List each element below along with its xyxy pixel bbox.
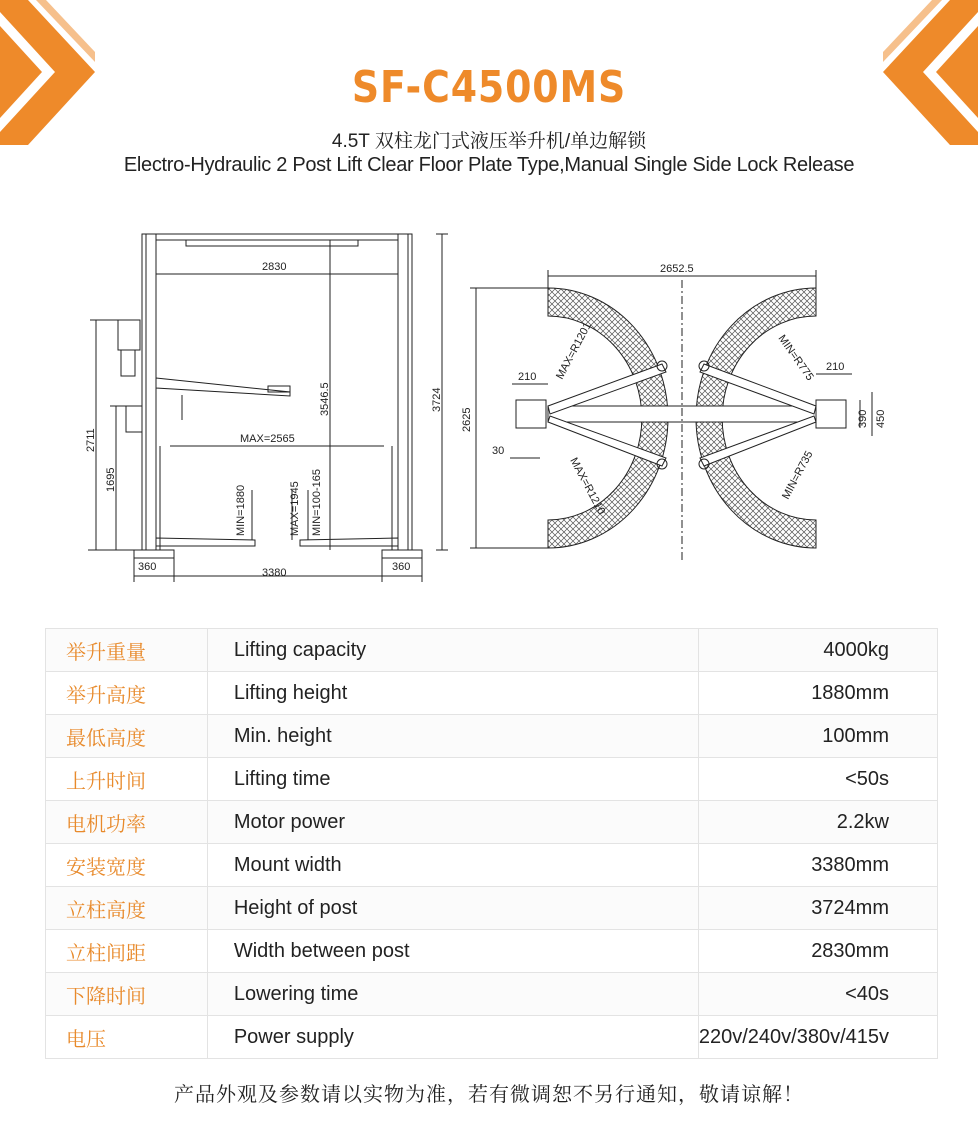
spec-row — [46, 801, 938, 844]
dim-max-1945: MAX=1945 — [289, 481, 301, 536]
dim-mount-width: 3380 — [262, 567, 287, 579]
spec-label-en: Lifting height — [207, 672, 698, 715]
top-view — [461, 263, 887, 560]
dim-min-r775: MIN=R775 — [775, 332, 816, 384]
spec-value: 1880mm — [698, 672, 937, 715]
spec-label-en: Lowering time — [207, 973, 698, 1016]
dim-max-width: MAX=2565 — [240, 433, 295, 445]
spec-row — [46, 629, 938, 672]
dim-height-post: 3724 — [431, 387, 443, 412]
technical-drawing — [0, 220, 978, 600]
spec-label-en: Power supply — [207, 1016, 698, 1059]
spec-label-cn: 上升时间 — [46, 758, 208, 801]
spec-row — [46, 672, 938, 715]
spec-label-cn: 举升重量 — [46, 629, 208, 672]
dim-max-r1201: MAX=R1201 — [554, 320, 595, 382]
spec-label-cn: 最低高度 — [46, 715, 208, 758]
spec-value: 2.2kw — [698, 801, 937, 844]
spec-value: <50s — [698, 758, 937, 801]
spec-label-en: Lifting capacity — [207, 629, 698, 672]
spec-value: 3724mm — [698, 887, 937, 930]
spec-value: 100mm — [698, 715, 937, 758]
spec-label-en: Motor power — [207, 801, 698, 844]
dim-min-1880: MIN=1880 — [235, 484, 247, 536]
dim-210-left: 210 — [518, 371, 537, 383]
spec-label-cn: 电机功率 — [46, 801, 208, 844]
spec-value: 220v/240v/380v/415v — [698, 1016, 937, 1059]
dim-height-2711: 2711 — [85, 428, 97, 452]
dim-base-left: 360 — [138, 561, 157, 573]
spec-label-cn: 举升高度 — [46, 672, 208, 715]
spec-label-en: Width between post — [207, 930, 698, 973]
dim-min-r735: MIN=R735 — [780, 449, 816, 502]
dim-base-right: 360 — [392, 561, 411, 573]
spec-value: <40s — [698, 973, 937, 1016]
spec-value: 3380mm — [698, 844, 937, 887]
spec-row — [46, 844, 938, 887]
subtitle-english: Electro-Hydraulic 2 Post Lift Clear Floor Plate Type,Manual Single Side Lock Release — [123, 154, 855, 176]
footer-note: 产品外观及参数请以实物为准，若有微调恕不另行通知，敬请谅解！ — [174, 1084, 804, 1106]
spec-row — [46, 930, 938, 973]
dim-width-between-post: 2830 — [262, 261, 287, 273]
dim-210-right: 210 — [826, 361, 845, 373]
model-title: SF-C4500MS — [351, 62, 627, 113]
spec-row — [46, 715, 938, 758]
dim-450: 450 — [875, 409, 887, 428]
spec-row — [46, 758, 938, 801]
spec-row — [46, 973, 938, 1016]
dim-min-100: MIN=100-165 — [311, 469, 323, 536]
front-view — [88, 234, 448, 582]
spec-label-cn: 电压 — [46, 1016, 208, 1059]
dim-top-width: 2652.5 — [660, 263, 694, 275]
spec-label-en: Mount width — [207, 844, 698, 887]
spec-label-en: Height of post — [207, 887, 698, 930]
spec-label-en: Min. height — [207, 715, 698, 758]
spec-value: 4000kg — [698, 629, 937, 672]
spec-row — [46, 887, 938, 930]
spec-label-en: Lifting time — [207, 758, 698, 801]
dim-top-depth: 2625 — [461, 407, 473, 432]
dim-390: 390 — [857, 409, 869, 428]
spec-label-cn: 立柱间距 — [46, 930, 208, 973]
spec-label-cn: 安装宽度 — [46, 844, 208, 887]
dim-30: 30 — [492, 445, 505, 457]
subtitle-chinese: 4.5T 双柱龙门式液压举升机/单边解锁 — [331, 131, 647, 152]
dim-max-r1210: MAX=R1210 — [567, 455, 608, 517]
spec-label-cn: 下降时间 — [46, 973, 208, 1016]
spec-value: 2830mm — [698, 930, 937, 973]
spec-label-cn: 立柱高度 — [46, 887, 208, 930]
dim-height-3546: 3546.5 — [319, 382, 331, 416]
front-view-labels — [85, 261, 443, 579]
spec-table — [45, 628, 938, 1059]
spec-row — [46, 1016, 938, 1059]
dim-height-1695: 1695 — [105, 467, 117, 492]
